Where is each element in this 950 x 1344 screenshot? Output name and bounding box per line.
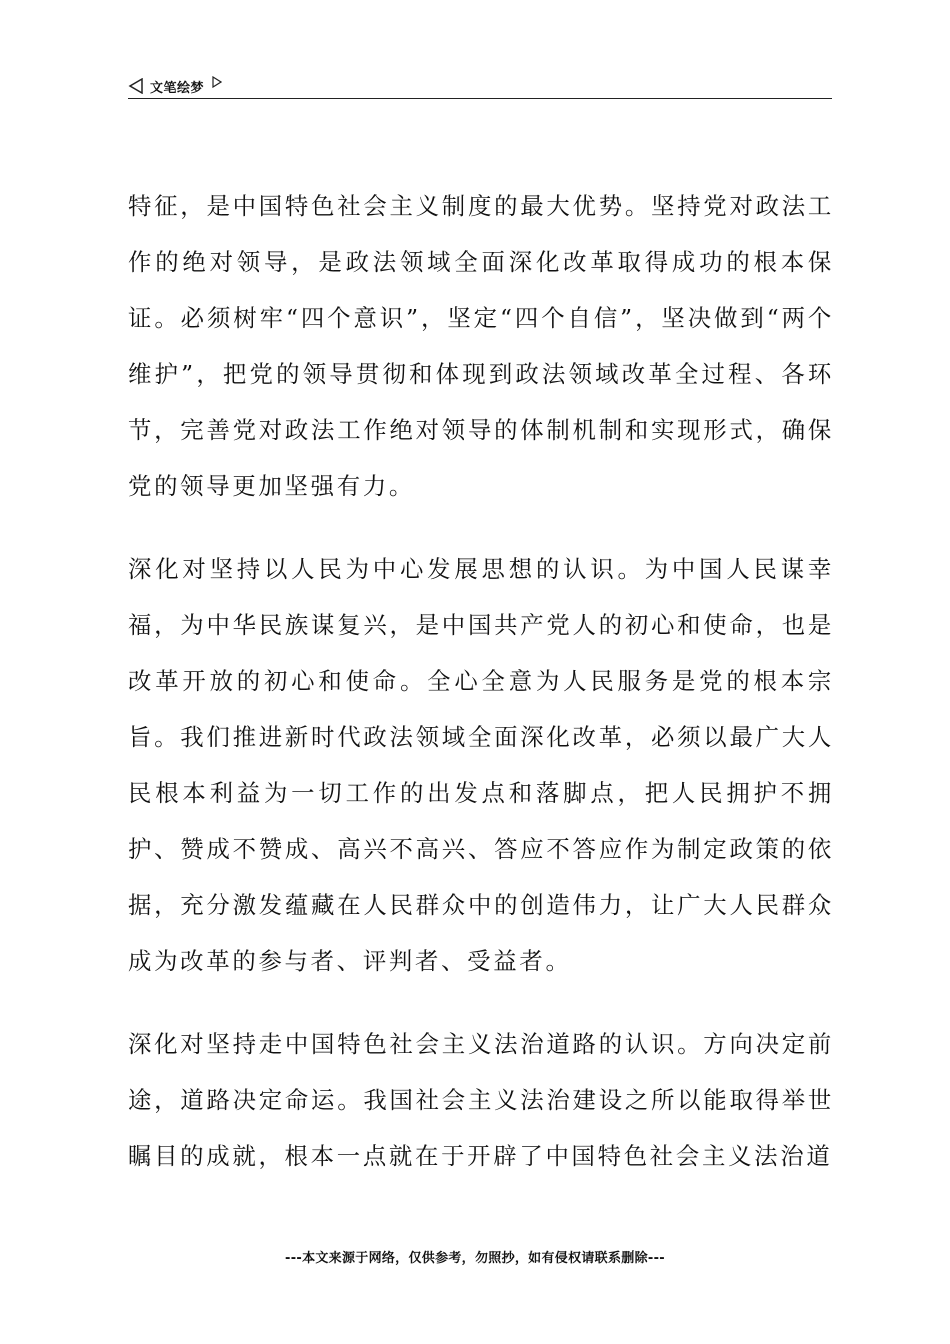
paragraph: 特征，是中国特色社会主义制度的最大优势。坚持党对政法工作的绝对领导，是政法领域全面深化改革取得成功的根本保证。必须树牢“四个意识”，坚定“四个自信”，坚决做到“两个维护”，把党的领导贯彻和体现到政法领域改革全过程、各环节，完善党对政法工作绝对领导的体制机制和实现形式，确保党的领导更加坚强有力。 [128, 192, 834, 500]
triangle-left-icon [128, 78, 144, 94]
triangle-right-icon [212, 76, 222, 88]
paragraph: 深化对坚持以人民为中心发展思想的认识。为中国人民谋幸福，为中华民族谋复兴，是中国共产党人的初心和使命，也是改革开放的初心和使命。全心全意为人民服务是党的根本宗旨。我们推进新时代政法领域全面深化改革，必须以最广大人民根本利益为一切工作的出发点和落脚点，把人民拥护不拥护、赞成不赞成、高兴不高兴、答应不答应作为制定政策的依据，充分激发蕴藏在人民群众中的创造伟力，让广大人民群众成为改革的参与者、评判者、受益者。 [128, 555, 834, 975]
paragraph: 深化对坚持走中国特色社会主义法治道路的认识。方向决定前途，道路决定命运。我国社会主义法治建设之所以能取得举世瞩目的成就，根本一点就在于开辟了中国特色社会主义法治道 [128, 1030, 834, 1170]
footer-disclaimer: ---本文来源于网络，仅供参考，勿照抄，如有侵权请联系删除--- [285, 1251, 665, 1266]
page-header [128, 74, 832, 99]
document-body [128, 178, 834, 1211]
header-title: 文笔绘梦 [150, 80, 205, 96]
